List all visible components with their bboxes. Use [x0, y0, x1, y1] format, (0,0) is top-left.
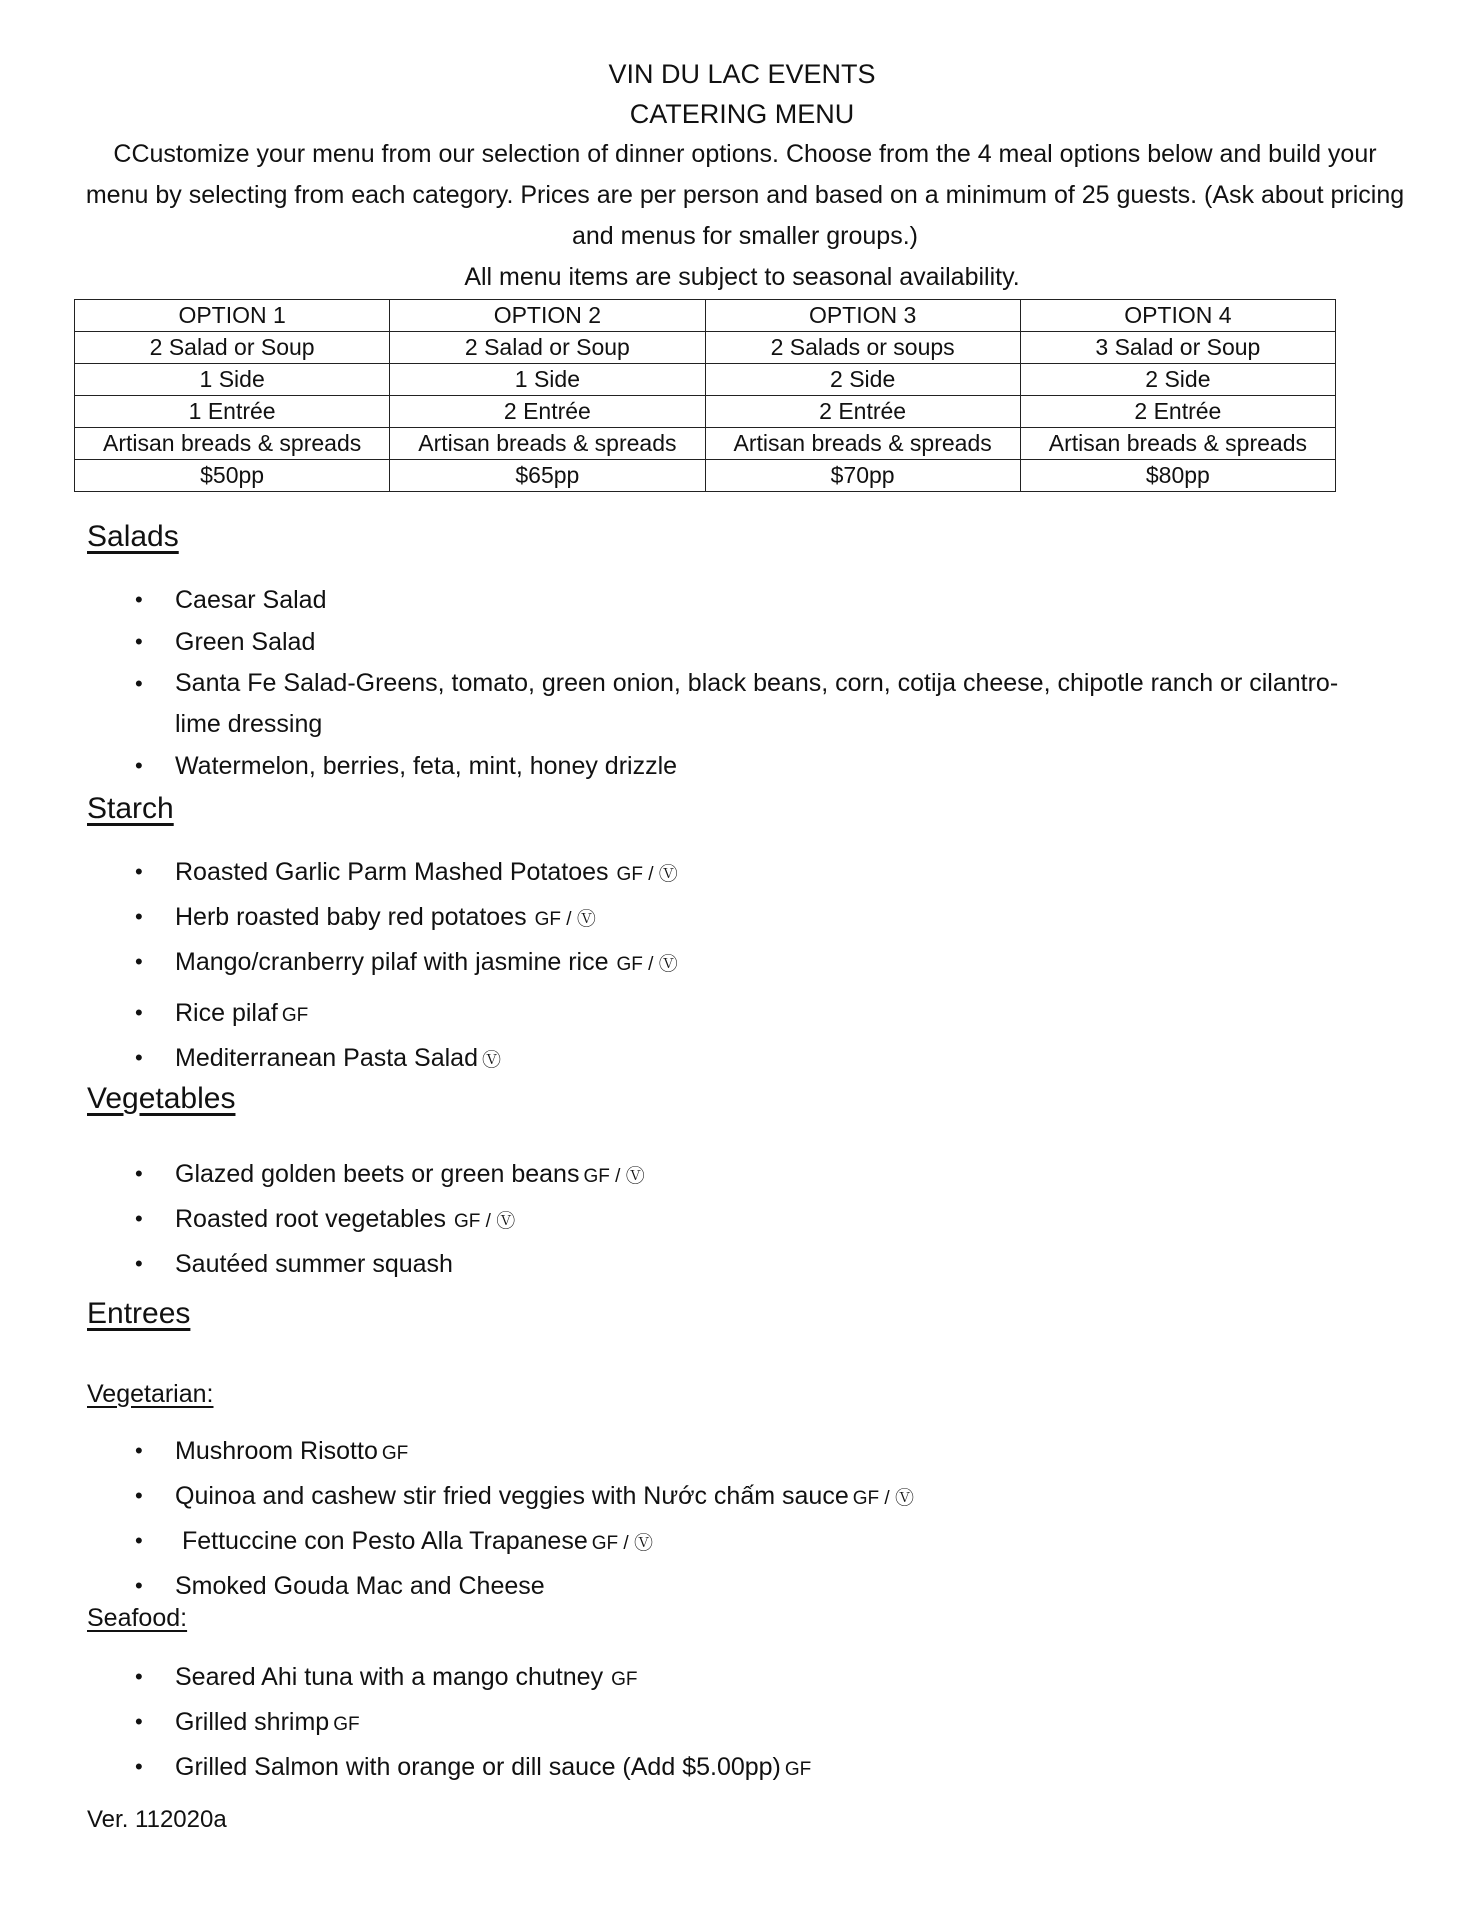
table-cell: 2 Entrée: [1020, 396, 1335, 428]
list-item: • Green Salad: [135, 628, 316, 656]
table-row: [75, 332, 1336, 364]
list-item: • Seared Ahi tuna with a mango chutney GF: [135, 1663, 638, 1691]
vegetarian-list: [130, 1430, 1370, 1607]
intro-paragraph: CCustomize your menu from our selection of dinner options. Choose from the 4 meal options below and build your menu by selecting from each category. Prices are per person and based on a minimum of 25 guests. (Ask about pricing and menus for smaller groups.): [85, 140, 1405, 250]
table-cell: OPTION 3: [705, 300, 1020, 332]
list-item: • Roasted Garlic Parm Mashed Potatoes GF / Ⓥ: [135, 858, 678, 886]
table-cell: OPTION 1: [75, 300, 390, 332]
list-item: • Glazed golden beets or green beans GF / Ⓥ: [135, 1160, 645, 1188]
diet-tag: GF / Ⓥ: [591, 1533, 653, 1554]
table-cell: 2 Side: [705, 364, 1020, 396]
list-item: • Mushroom Risotto GF: [135, 1437, 409, 1465]
list-item: • Roasted root vegetables GF / Ⓥ: [135, 1205, 516, 1233]
table-cell: Artisan breads & spreads: [1020, 428, 1335, 460]
table-cell: Artisan breads & spreads: [705, 428, 1020, 460]
diet-tag: GF / Ⓥ: [454, 1211, 516, 1232]
list-item: • Herb roasted baby red potatoes GF / Ⓥ: [135, 903, 596, 931]
table-cell: Artisan breads & spreads: [390, 428, 705, 460]
seafood-list: [130, 1656, 1370, 1791]
price-cell: $80pp: [1020, 460, 1335, 492]
table-row: [75, 460, 1336, 492]
list-item: • Grilled Salmon with orange or dill sauce (Add $5.00pp) GF: [135, 1753, 812, 1781]
table-cell: 1 Side: [390, 364, 705, 396]
list-item: • Quinoa and cashew stir fried veggies with Nước chấm sauce GF / Ⓥ: [135, 1482, 914, 1510]
diet-tag: GF: [281, 1005, 309, 1026]
table-cell: 2 Salad or Soup: [75, 332, 390, 364]
table-cell: OPTION 4: [1020, 300, 1335, 332]
price-cell: $70pp: [705, 460, 1020, 492]
table-cell: 2 Entrée: [390, 396, 705, 428]
table-cell: OPTION 2: [390, 300, 705, 332]
table-row: [75, 300, 1336, 332]
table-row: [75, 364, 1336, 396]
section-heading-entrees: Entrees: [87, 1297, 191, 1330]
table-cell: 2 Salads or soups: [705, 332, 1020, 364]
diet-tag: GF / Ⓥ: [583, 1166, 645, 1187]
page-subtitle: CATERING MENU: [629, 99, 855, 129]
price-cell: $65pp: [390, 460, 705, 492]
diet-tag: GF: [333, 1714, 360, 1735]
price-cell: $50pp: [75, 460, 390, 492]
list-item: • Watermelon, berries, feta, mint, honey drizzle: [135, 752, 678, 780]
section-heading-starch: Starch: [87, 792, 174, 825]
page-title: VIN DU LAC EVENTS: [608, 59, 876, 89]
list-item: • Grilled shrimp GF: [135, 1708, 360, 1736]
diet-tag: GF / Ⓥ: [616, 864, 678, 885]
table-cell: 3 Salad or Soup: [1020, 332, 1335, 364]
options-table: [74, 299, 1336, 492]
subheading-seafood: Seafood:: [87, 1604, 188, 1632]
list-item: • Rice pilaf GF: [135, 999, 309, 1027]
table-cell: Artisan breads & spreads: [75, 428, 390, 460]
diet-tag: GF: [784, 1759, 812, 1780]
section-heading-salads: Salads: [87, 520, 179, 553]
starch-list: [130, 851, 1370, 1082]
diet-tag: GF / Ⓥ: [852, 1488, 914, 1509]
availability-note: All menu items are subject to seasonal availability.: [464, 263, 1020, 291]
diet-tag: GF / Ⓥ: [616, 954, 678, 975]
table-cell: 2 Side: [1020, 364, 1335, 396]
list-item: • Mango/cranberry pilaf with jasmine rice GF / Ⓥ: [135, 948, 678, 976]
diet-tag: GF / Ⓥ: [534, 909, 596, 930]
list-item: • Santa Fe Salad-Greens, tomato, green onion, black beans, corn, cotija cheese, chipotle ranch or cilantro-lime dressing: [135, 669, 1339, 738]
diet-tag: Ⓥ: [481, 1050, 501, 1071]
subheading-vegetarian: Vegetarian:: [87, 1380, 214, 1408]
list-item: • Caesar Salad: [135, 586, 327, 614]
table-cell: 2 Salad or Soup: [390, 332, 705, 364]
list-item: • Mediterranean Pasta Salad Ⓥ: [135, 1044, 501, 1072]
table-cell: 2 Entrée: [705, 396, 1020, 428]
salads-list: [130, 579, 1370, 787]
list-item: • Smoked Gouda Mac and Cheese: [135, 1572, 545, 1600]
version-label: Ver. 112020a: [87, 1806, 227, 1833]
table-row: [75, 428, 1336, 460]
table-cell: 1 Entrée: [75, 396, 390, 428]
table-row: [75, 396, 1336, 428]
section-heading-vegetables: Vegetables: [87, 1082, 236, 1115]
diet-tag: GF: [611, 1669, 638, 1690]
table-cell: 1 Side: [75, 364, 390, 396]
list-item: • Sautéed summer squash: [135, 1250, 453, 1278]
vegetables-list: [130, 1153, 1370, 1285]
diet-tag: GF: [381, 1443, 409, 1464]
list-item: • Fettuccine con Pesto Alla Trapanese GF / Ⓥ: [135, 1527, 653, 1555]
